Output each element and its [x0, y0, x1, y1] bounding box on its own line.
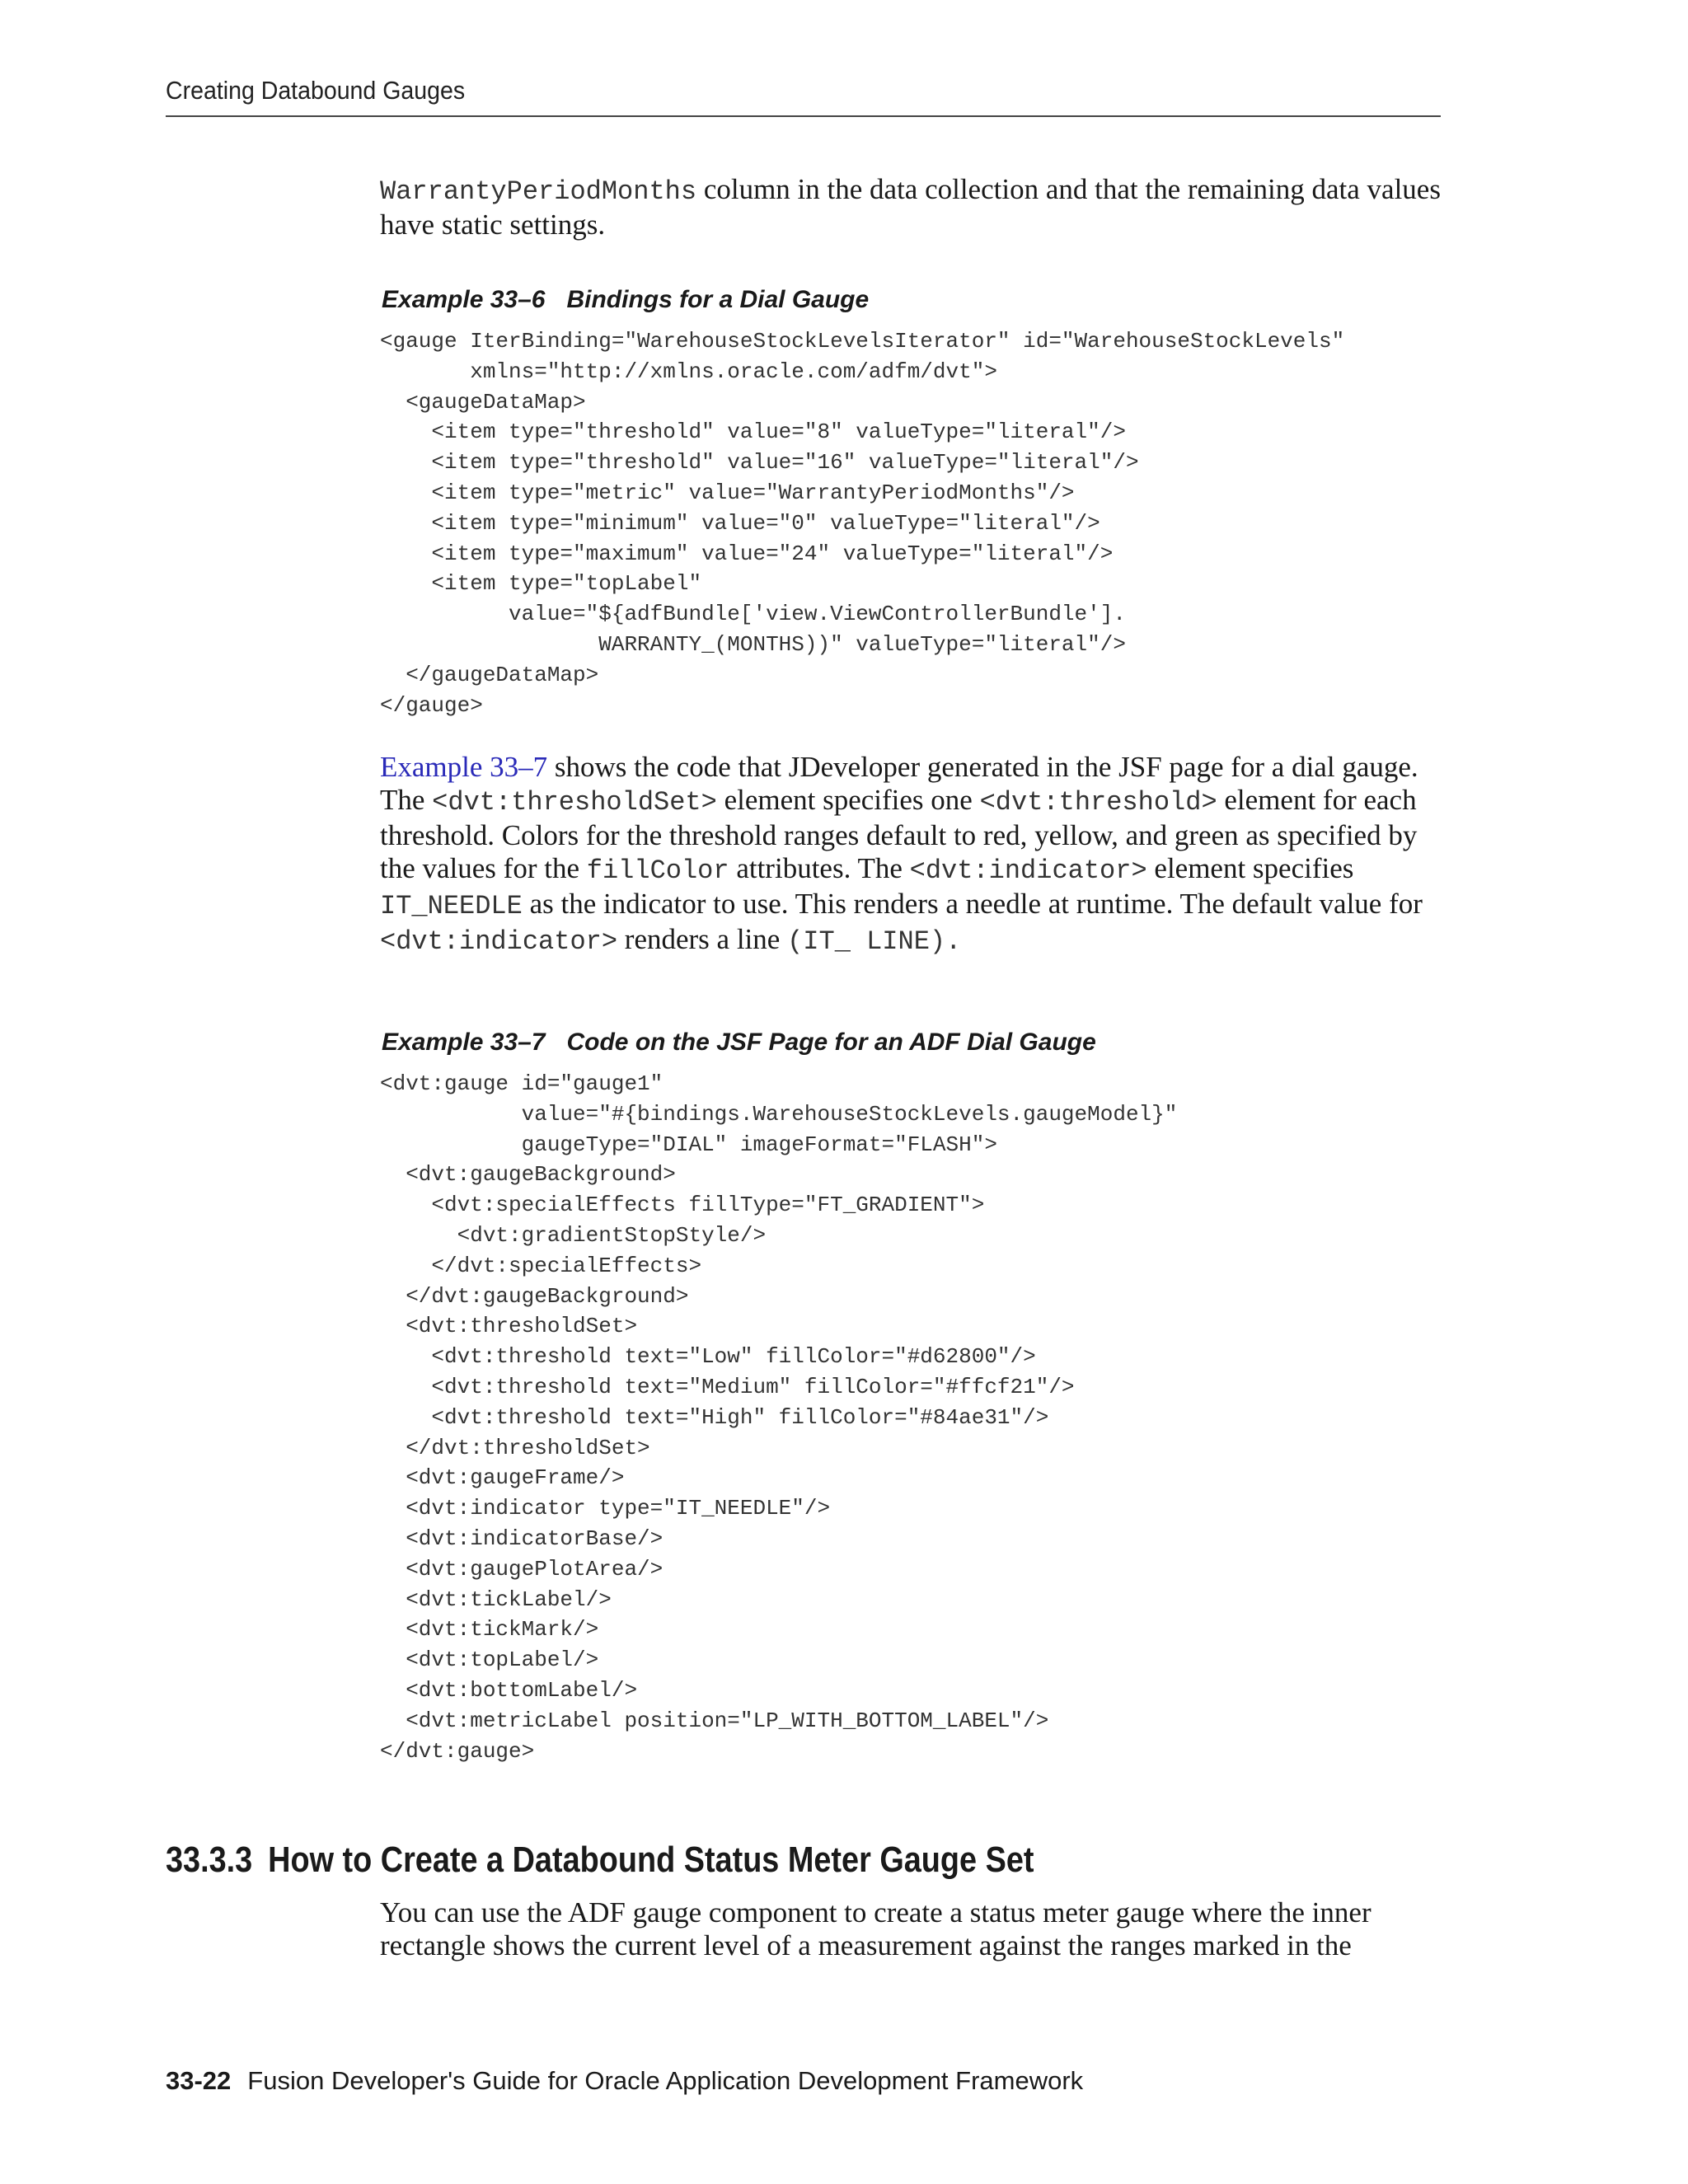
code-line: <dvt:metricLabel position="LP_WITH_BOTTOM_LABEL"/> — [380, 1708, 1049, 1733]
header-divider — [166, 115, 1441, 117]
code-term: (IT_ LINE). — [787, 926, 962, 957]
code-line: <dvt:tickLabel/> — [380, 1586, 612, 1612]
intro-code-term: WarrantyPeriodMonths — [380, 176, 697, 207]
page-number: 33-22 — [166, 2066, 232, 2095]
code-line: <item type="metric" value="WarrantyPeriodMonths"/> — [380, 480, 1075, 505]
code-line: </dvt:thresholdSet> — [380, 1435, 650, 1460]
code-line: </dvt:gauge> — [380, 1738, 535, 1764]
code-term: fillColor — [586, 855, 729, 886]
example-33-6-caption — [382, 286, 869, 314]
code-line: value="#{bindings.WarehouseStockLevels.gaugeModel}" — [380, 1101, 1178, 1127]
example-33-7-title: Code on the JSF Page for an ADF Dial Gauge — [566, 1029, 1096, 1056]
code-line: <item type="threshold" value="16" valueType="literal"/> — [380, 450, 1139, 476]
example-33-6-code — [380, 326, 1344, 720]
code-line: <dvt:indicator type="IT_NEEDLE"/> — [380, 1496, 831, 1521]
code-line: gaugeType="DIAL" imageFormat="FLASH"> — [380, 1132, 997, 1157]
code-line: <dvt:threshold text="High" fillColor="#84ae31"/> — [380, 1404, 1049, 1430]
example-33-6-number: Example 33–6 — [382, 286, 546, 313]
intro-paragraph — [380, 173, 1443, 241]
code-line: value="${adfBundle['view.ViewControllerBundle']. — [380, 602, 1126, 627]
code-term: <dvt:indicator> — [909, 855, 1147, 886]
code-line: <item type="maximum" value="24" valueType="literal"/> — [380, 541, 1114, 566]
book-title: Fusion Developer's Guide for Oracle Application Development Framework — [247, 2066, 1084, 2095]
example-33-7-caption — [382, 1029, 1096, 1057]
code-line: </gauge> — [380, 692, 483, 718]
code-line: <item type="threshold" value="8" valueType="literal"/> — [380, 419, 1126, 445]
explanation-paragraph: Example 33–7 shows the code that JDeveloper generated in the JSF page for a dial gauge. The <dvt:thresholdSet> element specifies one <dvt:threshold> element for each threshold. Colors for the threshold ranges default to red, yellow, and green as specified by the values for the fillColor attributes. The <dvt:indicator> element specifies IT_NEEDLE as the indicator to use. This renders a needle at runtime. The default value for <dvt:indicator> renders a line (IT_ LINE). — [380, 751, 1423, 957]
section-number: 33.3.3 — [166, 1840, 253, 1880]
code-line: <gauge IterBinding="WarehouseStockLevelsIterator" id="WarehouseStockLevels" — [380, 329, 1345, 354]
code-line: </dvt:specialEffects> — [380, 1253, 702, 1278]
code-line: <dvt:specialEffects fillType="FT_GRADIENT"> — [380, 1193, 985, 1218]
example-33-7-code — [380, 1069, 1177, 1766]
code-term: <dvt:thresholdSet> — [432, 787, 717, 818]
code-term: <dvt:indicator> — [380, 926, 618, 957]
code-line: <dvt:topLabel/> — [380, 1647, 599, 1673]
code-line: <dvt:gaugeBackground> — [380, 1162, 676, 1188]
running-header: Creating Databound Gauges — [166, 76, 466, 105]
code-line: <item type="topLabel" — [380, 571, 702, 597]
page-footer — [166, 2066, 1083, 2096]
code-line: <dvt:gaugePlotArea/> — [380, 1556, 663, 1582]
code-term: <dvt:threshold> — [979, 787, 1217, 818]
code-line: xmlns="http://xmlns.oracle.com/adfm/dvt"> — [380, 359, 997, 384]
example-33-6-title: Bindings for a Dial Gauge — [566, 286, 870, 313]
code-line: <dvt:thresholdSet> — [380, 1314, 638, 1339]
code-term: IT_NEEDLE — [380, 891, 523, 921]
section-paragraph: You can use the ADF gauge component to create a status meter gauge where the inner rectangle shows the current level of a measurement against the ranges marked in the — [380, 1896, 1372, 1961]
code-line: <dvt:gradientStopStyle/> — [380, 1222, 767, 1248]
code-line: <dvt:indicatorBase/> — [380, 1526, 663, 1551]
code-line: </dvt:gaugeBackground> — [380, 1283, 689, 1309]
intro-text: column in the data collection and that the remaining data values have static settings. — [380, 173, 1441, 241]
example-33-7-link[interactable]: Example 33–7 — [380, 751, 548, 783]
code-line: <dvt:gaugeFrame/> — [380, 1465, 625, 1491]
code-line: WARRANTY_(MONTHS))" valueType="literal"/> — [380, 631, 1126, 657]
code-line: <dvt:bottomLabel/> — [380, 1677, 638, 1703]
example-33-7-number: Example 33–7 — [382, 1029, 546, 1056]
code-line: <dvt:tickMark/> — [380, 1617, 599, 1643]
code-line: <item type="minimum" value="0" valueType="literal"/> — [380, 510, 1100, 536]
section-title: How to Create a Databound Status Meter Gauge Set — [268, 1840, 1034, 1880]
code-line: <dvt:threshold text="Low" fillColor="#d62800"/> — [380, 1344, 1036, 1370]
code-line: <dvt:threshold text="Medium" fillColor="#ffcf21"/> — [380, 1374, 1075, 1399]
code-line: <dvt:gauge id="gauge1" — [380, 1071, 663, 1096]
code-line: </gaugeDataMap> — [380, 662, 599, 687]
code-line: <gaugeDataMap> — [380, 389, 586, 415]
section-heading — [166, 1840, 1034, 1881]
